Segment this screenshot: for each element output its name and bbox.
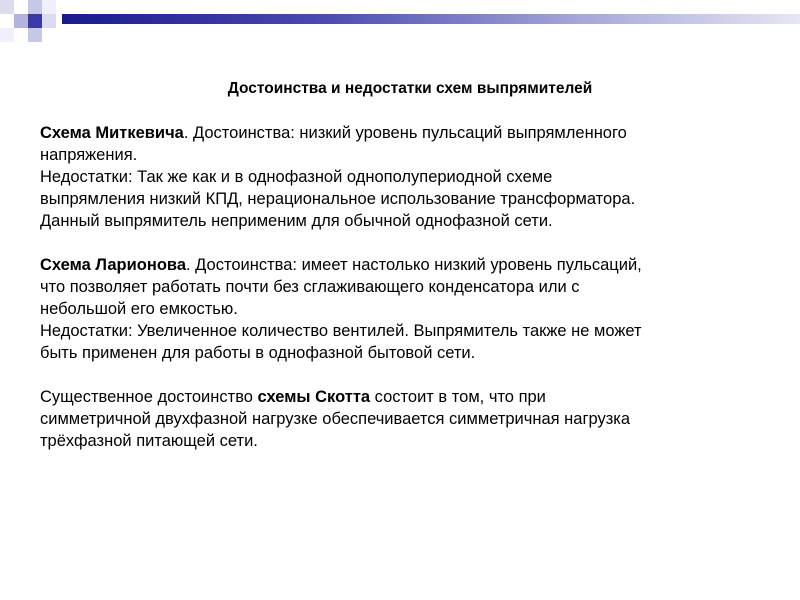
scott-paragraph	[40, 386, 780, 452]
decor-square	[0, 28, 14, 42]
decor-square	[28, 28, 42, 42]
decor-square	[42, 0, 56, 14]
decor-square	[14, 0, 28, 14]
slide-content	[40, 78, 780, 474]
mitkevich-heading: Схема Миткевича	[40, 124, 184, 142]
decor-square	[0, 0, 14, 14]
text-line: что позволяет работать почти без сглаживающего конденсатора или с	[40, 278, 580, 296]
text-line	[40, 122, 780, 144]
text-line: Недостатки: Так же как и в однофазной однополупериодной схеме	[40, 168, 553, 186]
decor-square	[42, 14, 56, 28]
larionov-paragraph	[40, 254, 780, 364]
decor-square	[28, 14, 42, 28]
header-gradient-bar	[62, 14, 800, 24]
text-line	[40, 386, 780, 408]
decor-square	[28, 0, 42, 14]
text-line: Недостатки: Увеличенное количество вентилей. Выпрямитель также не может	[40, 322, 642, 340]
text-line	[40, 254, 780, 276]
slide-title: Достоинства и недостатки схем выпрямителей	[227, 80, 593, 97]
text-line: небольшой его емкостью.	[40, 300, 238, 318]
text-span: состоит в том, что при	[370, 388, 546, 406]
larionov-heading: Схема Ларионова	[40, 256, 187, 274]
scott-heading: схемы Скотта	[257, 388, 371, 406]
text-line: выпрямления низкий КПД, нерациональное использование трансформатора.	[40, 190, 636, 208]
mitkevich-paragraph	[40, 122, 780, 232]
text-line: напряжения.	[40, 146, 138, 164]
decor-square	[14, 14, 28, 28]
text-span: . Достоинства: низкий уровень пульсаций выпрямленного	[183, 124, 627, 142]
text-span: Существенное достоинство	[40, 388, 258, 406]
text-line: Данный выпрямитель неприменим для обычной однофазной сети.	[40, 212, 553, 230]
text-span: . Достоинства: имеет настолько низкий уровень пульсаций,	[186, 256, 642, 274]
text-line: симметричной двухфазной нагрузке обеспечивается симметричная нагрузка	[40, 410, 631, 428]
text-line: быть применен для работы в однофазной бытовой сети.	[40, 344, 476, 362]
text-line: трёхфазной питающей сети.	[40, 432, 258, 450]
